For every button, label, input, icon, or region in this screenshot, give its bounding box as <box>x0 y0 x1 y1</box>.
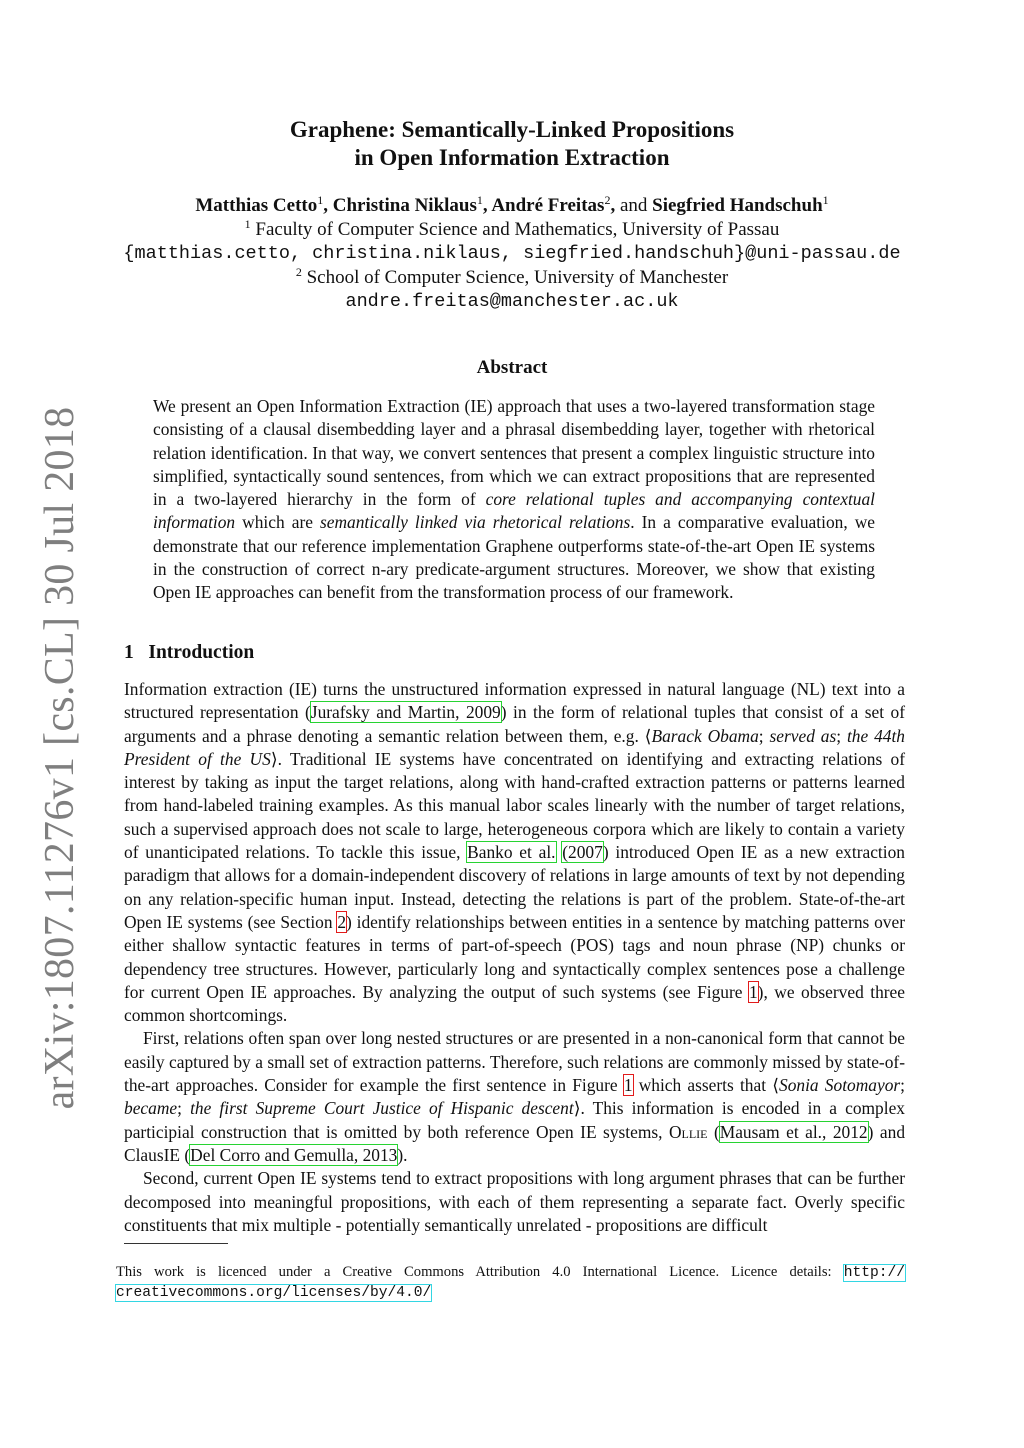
citation-link[interactable]: Banko et al. <box>467 842 556 863</box>
affiliation-1 <box>0 219 1024 241</box>
author-name: Siegfried Handschuh <box>652 195 823 216</box>
citation-link[interactable]: (2007 <box>562 842 603 863</box>
abstract-emphasis: core relational tuples and accompanying contextual information <box>153 489 876 533</box>
footnote <box>116 1263 905 1302</box>
section-title: Introduction <box>148 642 255 663</box>
affiliation-mark: 1 <box>244 217 251 231</box>
paragraph-1: Information extraction (IE) turns the unstructured information expressed in natural language (NL) text into a structured representation (Jurafsky and Martin, 2009) in the form of relational tuples that consist of a set of arguments and a phrase denoting a semantic relation between them, e.g. ⟨Barack Obama; served as; the 44th President of the US⟩. Traditional IE systems have concentrated on identifying and extracting relations of interest by taking as input the target relations, along with hand-crafted extraction patterns or patterns learned from hand-labeled training examples. As this manual labor scales linearly with the number of target relations, such a supervised approach does not scale to large, heterogeneous corpora which are likely to contain a variety of unanticipated relations. To tackle this issue, Banko et al. (2007) introduced Open IE as a new extraction paradigm that allows for a domain-independent discovery of relations in large amounts of text by not depending on any relation-specific human input. Instead, detecting the relations is part of the problem. State-of-the-art Open IE systems (see Section 2) identify relationships between entities in a sentence by matching patterns over either shallow syntactic features in terms of part-of-speech (POS) tags and noun phrase (NP) chunks or dependency tree structures. However, particularly long and syntactically complex sentences pose a challenge for current Open IE approaches. By analyzing the output of such systems (see Figure 1), we observed three common shortcomings. <box>124 679 905 1026</box>
section-number: 1 <box>124 642 134 663</box>
footnote-rule <box>124 1243 228 1244</box>
abstract-body <box>153 395 875 605</box>
citation-link[interactable]: Jurafsky and Martin, 2009 <box>310 702 501 723</box>
and-word: and <box>619 195 648 216</box>
paper-title-line-2: in Open Information Extraction <box>354 145 670 170</box>
figure-reference-link[interactable]: 1 <box>748 981 758 1002</box>
abstract-heading: Abstract <box>476 357 548 378</box>
author-affiliation-mark: 1 <box>317 193 324 207</box>
affiliation-2 <box>0 267 1024 289</box>
author-list: Matthias Cetto$^1$, Christina Niklaus$^1$, André Freitas$^2$, and Siegfried Handschuh$^1$ <box>195 193 829 216</box>
paragraph-3: Second, current Open IE systems tend to extract propositions with long argument phrases that can be further decomposed into meaningful propositions, with each of them representing a separate fact. Overly specific constituents that mix multiple - potentially semantically unrelated - propositions are difficult <box>124 1168 905 1235</box>
email-manchester: andre.freitas@manchester.ac.uk <box>345 291 679 312</box>
paragraph-2: First, relations often span over long nested structures or are presented in a non-canonical form that cannot be easily captured by a small set of extraction patterns. Therefore, such relations are commonly missed by state-of-the-art approaches. Consider for example the first sentence in Figure 1 which asserts that ⟨Sonia Sotomayor; became; the first Supreme Court Justice of Hispanic descent⟩. This information is encoded in a complex participial construction that is omitted by both reference Open IE systems, Ollie (Mausam et al., 2012) and ClausIE (Del Corro and Gemulla, 2013). <box>124 1028 906 1165</box>
introduction-body <box>124 678 905 1237</box>
author-affiliation-mark: 1 <box>476 193 483 207</box>
abstract-text: . In a comparative evaluation, we demonstrate that our reference implementation Graphene outperforms state-of-the-art Open IE systems in the construction of correct n-ary predicate-argument structures. Moreover, we show that existing Open IE approaches can benefit from the transformation process of our framework. <box>153 512 875 603</box>
figure-reference-link[interactable]: 1 <box>623 1075 633 1096</box>
author-name: Christina Niklaus <box>332 195 477 216</box>
author-name: André Freitas <box>491 195 605 216</box>
author-affiliation-mark: 2 <box>604 193 611 207</box>
arxiv-identifier: arXiv:1807.11276v1 [cs.CL] 30 Jul 2018 <box>37 406 83 1110</box>
citation-link[interactable]: Mausam et al., 2012 <box>719 1121 868 1142</box>
paper-title-line-1: Graphene: Semantically-Linked Propositions <box>289 117 735 142</box>
abstract-text: We present an Open Information Extraction (IE) approach that uses a two-layered transformation stage consisting of a clausal disembedding layer and a phrasal disembedding layer, together with rhetorical relation identification. In that way, we convert sentences that present a complex linguistic structure into simplified, syntactically sound sentences, from which we can extract propositions that are represented in a two-layered hierarchy in the form of <box>153 396 875 510</box>
footnote-text: This work is licenced under a Creative Commons Attribution 4.0 International Licence. Licence details: <box>116 1264 844 1280</box>
affiliation-mark: 2 <box>295 265 302 279</box>
system-name: Ollie <box>668 1121 708 1142</box>
affiliation-2-text: School of Computer Science, University of Manchester <box>306 267 729 288</box>
citation-link[interactable]: Del Corro and Gemulla, 2013 <box>190 1144 398 1165</box>
affiliation-1-text: Faculty of Computer Science and Mathematics, University of Passau <box>255 219 780 240</box>
licence-url-link[interactable]: http:// <box>843 1265 905 1281</box>
abstract-emphasis: semantically linked via rhetorical relations <box>320 512 631 533</box>
abstract-text: which are <box>235 512 320 533</box>
author-affiliation-mark: 1 <box>822 193 829 207</box>
author-name: Matthias Cetto <box>195 195 318 216</box>
section-reference-link[interactable]: 2 <box>337 911 347 932</box>
licence-url-link[interactable]: creativecommons.org/licenses/by/4.0/ <box>116 1284 432 1301</box>
section-heading <box>124 642 254 664</box>
email-list-passau: {matthias.cetto, christina.niklaus, siegfried.handschuh}@uni-passau.de <box>123 243 901 264</box>
